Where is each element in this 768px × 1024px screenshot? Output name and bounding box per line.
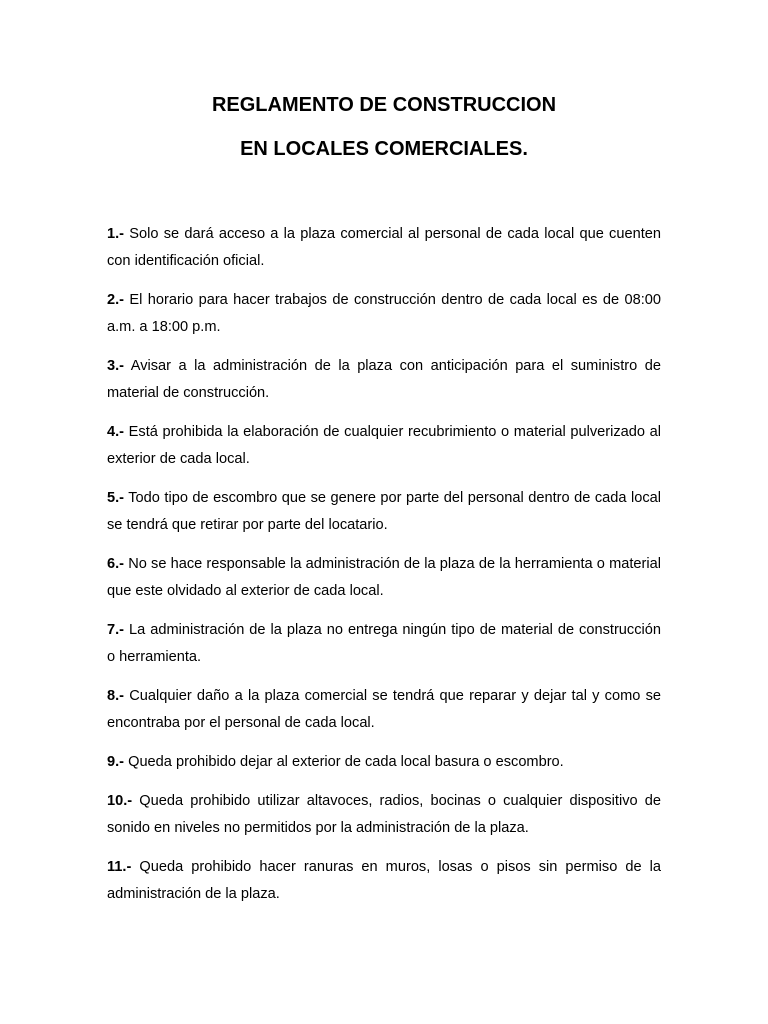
rule-item: [107, 419, 661, 473]
rule-number: 1.-: [107, 226, 125, 242]
rule-text: Solo se dará acceso a la plaza comercial al personal de cada local que cuenten con identificación oficial.: [107, 226, 661, 269]
rule-text: La administración de la plaza no entrega ningún tipo de material de construcción o herramienta.: [107, 622, 661, 665]
rule-number: 7.-: [107, 622, 125, 638]
rule-item: [107, 287, 661, 341]
rule-text: Queda prohibido utilizar altavoces, radios, bocinas o cualquier dispositivo de sonido en niveles no permitidos por la administración de la plaza.: [107, 793, 662, 836]
rule-item: [107, 683, 661, 737]
rule-number: 2.-: [107, 292, 125, 308]
rule-item: [107, 551, 661, 605]
rule-text: Cualquier daño a la plaza comercial se tendrá que reparar y dejar tal y como se encontraba por el personal de cada local.: [107, 688, 661, 731]
rule-item: [107, 485, 661, 539]
rule-item: [107, 353, 661, 407]
rule-item: [107, 221, 661, 275]
rule-number: 4.-: [107, 424, 125, 440]
rule-text: Queda prohibido hacer ranuras en muros, losas o pisos sin permiso de la administración de la plaza.: [107, 859, 661, 902]
rule-text: Todo tipo de escombro que se genere por parte del personal dentro de cada local se tendrá que retirar por parte del locatario.: [107, 490, 661, 533]
document-title-line-1: REGLAMENTO DE CONSTRUCCION: [211, 94, 557, 116]
rule-number: 8.-: [107, 688, 125, 704]
rule-item: [107, 749, 661, 776]
document-title-line-2: EN LOCALES COMERCIALES.: [240, 138, 528, 160]
rule-text: El horario para hacer trabajos de construcción dentro de cada local es de 08:00 a.m. a 18:00 p.m.: [107, 292, 661, 335]
rule-number: 5.-: [107, 490, 125, 506]
rule-number: 9.-: [107, 754, 125, 770]
rule-item: [107, 788, 661, 842]
rule-text: No se hace responsable la administración de la plaza de la herramienta o material que este olvidado al exterior de cada local.: [107, 556, 661, 599]
rule-number: 10.-: [107, 793, 133, 809]
rule-text: Queda prohibido dejar al exterior de cada local basura o escombro.: [128, 754, 564, 770]
rules-list: [107, 221, 661, 920]
rule-text: Está prohibida la elaboración de cualquier recubrimiento o material pulverizado al exterior de cada local.: [107, 424, 661, 467]
rule-item: [107, 617, 661, 671]
rule-number: 11.-: [107, 859, 132, 875]
rule-number: 3.-: [107, 358, 125, 374]
rule-text: Avisar a la administración de la plaza con anticipación para el suministro de material de construcción.: [107, 358, 661, 401]
rule-number: 6.-: [107, 556, 125, 572]
rule-item: [107, 854, 661, 908]
